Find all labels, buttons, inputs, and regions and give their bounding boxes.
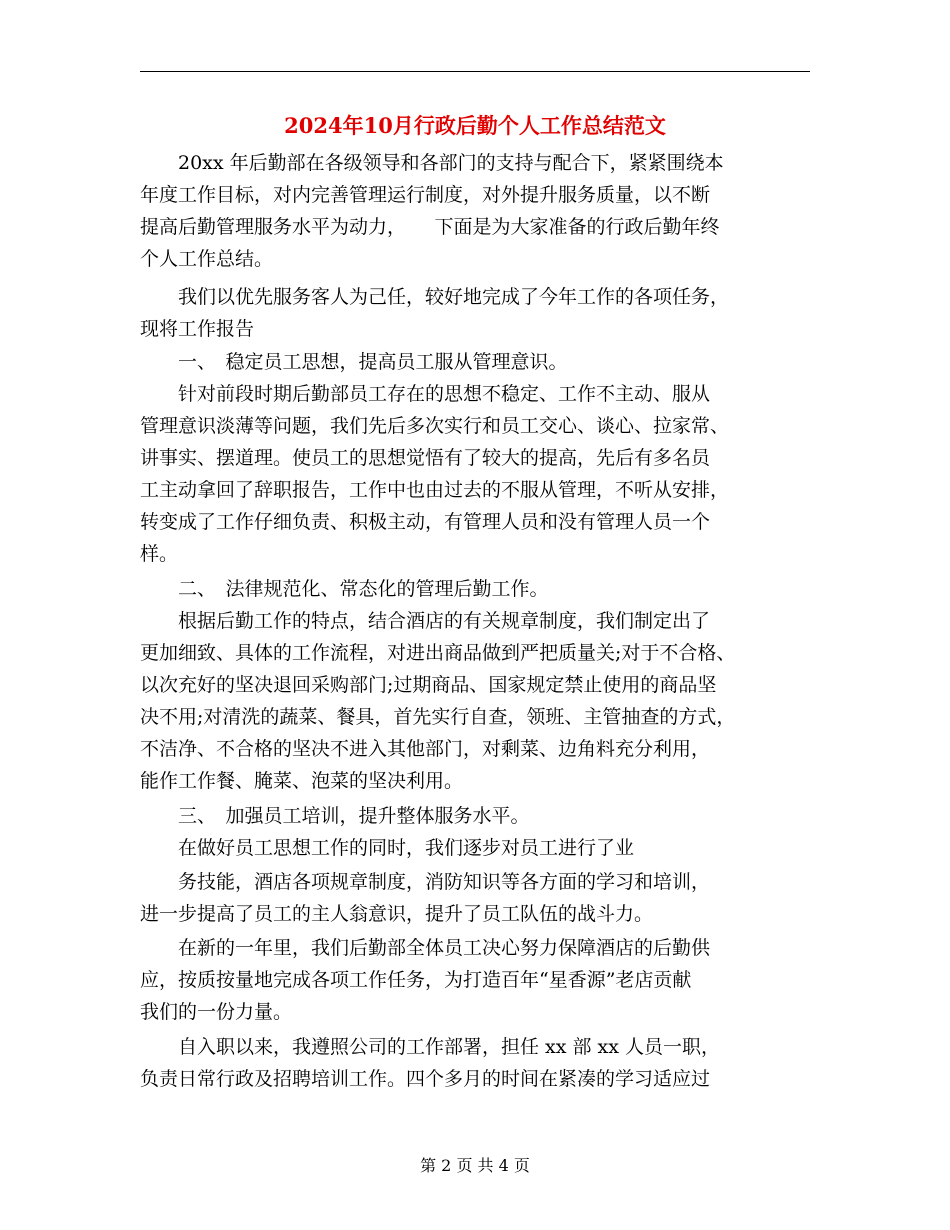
body-line: 现将工作报告: [140, 318, 255, 340]
section-heading: 二、 法律规范化、常态化的管理后勤工作。: [140, 578, 549, 600]
body-line: 不洁净、不合格的坚决不进入其他部门，对剩菜、边角料充分利用，: [140, 738, 711, 760]
body-line: 自入职以来，我遵照公司的工作部署，担任 xx 部 xx 人员一职，: [140, 1036, 721, 1058]
body-line: 我们的一份力量。: [140, 1001, 293, 1023]
body-line: 我们以优先服务客人为己任，较好地完成了今年工作的各项任务，: [140, 286, 730, 308]
body-line: 样。: [140, 543, 179, 565]
body-line: 提高后勤管理服务水平为动力， 下面是为大家准备的行政后勤年终: [140, 216, 720, 238]
section-heading: 一、 稳定员工思想，提高员工服从管理意识。: [140, 351, 568, 373]
body-line: 在做好员工思想工作的同时，我们逐步对员工进行了业: [140, 837, 635, 859]
body-line: 转变成了工作仔细负责、积极主动，有管理人员和没有管理人员一个: [140, 511, 711, 533]
body-line: 讲事实、摆道理。使员工的思想觉悟有了较大的提高，先后有多名员: [140, 447, 711, 469]
body-line: 负责日常行政及招聘培训工作。四个多月的时间在紧凑的学习适应过: [140, 1068, 711, 1090]
header-rule: [140, 71, 810, 72]
body-line: 工主动拿回了辞职报告，工作中也由过去的不服从管理，不听从安排，: [140, 479, 730, 501]
body-line: 务技能，酒店各项规章制度，消防知识等各方面的学习和培训，: [140, 871, 711, 893]
body-line: 更加细致、具体的工作流程，对进出商品做到严把质量关;对于不合格、: [140, 642, 736, 664]
body-line: 进一步提高了员工的主人翁意识，提升了员工队伍的战斗力。: [140, 903, 654, 925]
body-line: 针对前段时期后勤部员工存在的思想不稳定、工作不主动、服从: [140, 383, 711, 405]
body-line: 应，按质按量地完成各项工作任务，为打造百年“星香源”老店贡献: [140, 969, 692, 991]
body-line: 管理意识淡薄等问题，我们先后多次实行和员工交心、谈心、拉家常、: [140, 415, 730, 437]
body-line: 20xx 年后勤部在各级领导和各部门的支持与配合下，紧紧围绕本: [140, 152, 724, 174]
document-title: 2024年10月行政后勤个人工作总结范文: [284, 113, 666, 138]
body-line: 以次充好的坚决退回采购部门;过期商品、国家规定禁止使用的商品坚: [140, 674, 717, 696]
body-line: 决不用;对清洗的蔬菜、餐具，首先实行自查，领班、主管抽查的方式，: [140, 706, 736, 728]
body-line: 年度工作目标，对内完善管理运行制度，对外提升服务质量，以不断: [140, 184, 711, 206]
body-line: 根据后勤工作的特点，结合酒店的有关规章制度，我们制定出了: [140, 610, 711, 632]
body-line: 个人工作总结。: [140, 248, 274, 270]
section-heading: 三、 加强员工培训，提升整体服务水平。: [140, 805, 530, 827]
page-number: 第 2 页 共 4 页: [420, 1156, 530, 1175]
body-line: 能作工作餐、腌菜、泡菜的坚决利用。: [140, 770, 464, 792]
body-line: 在新的一年里，我们后勤部全体员工决心努力保障酒店的后勤供: [140, 937, 711, 959]
